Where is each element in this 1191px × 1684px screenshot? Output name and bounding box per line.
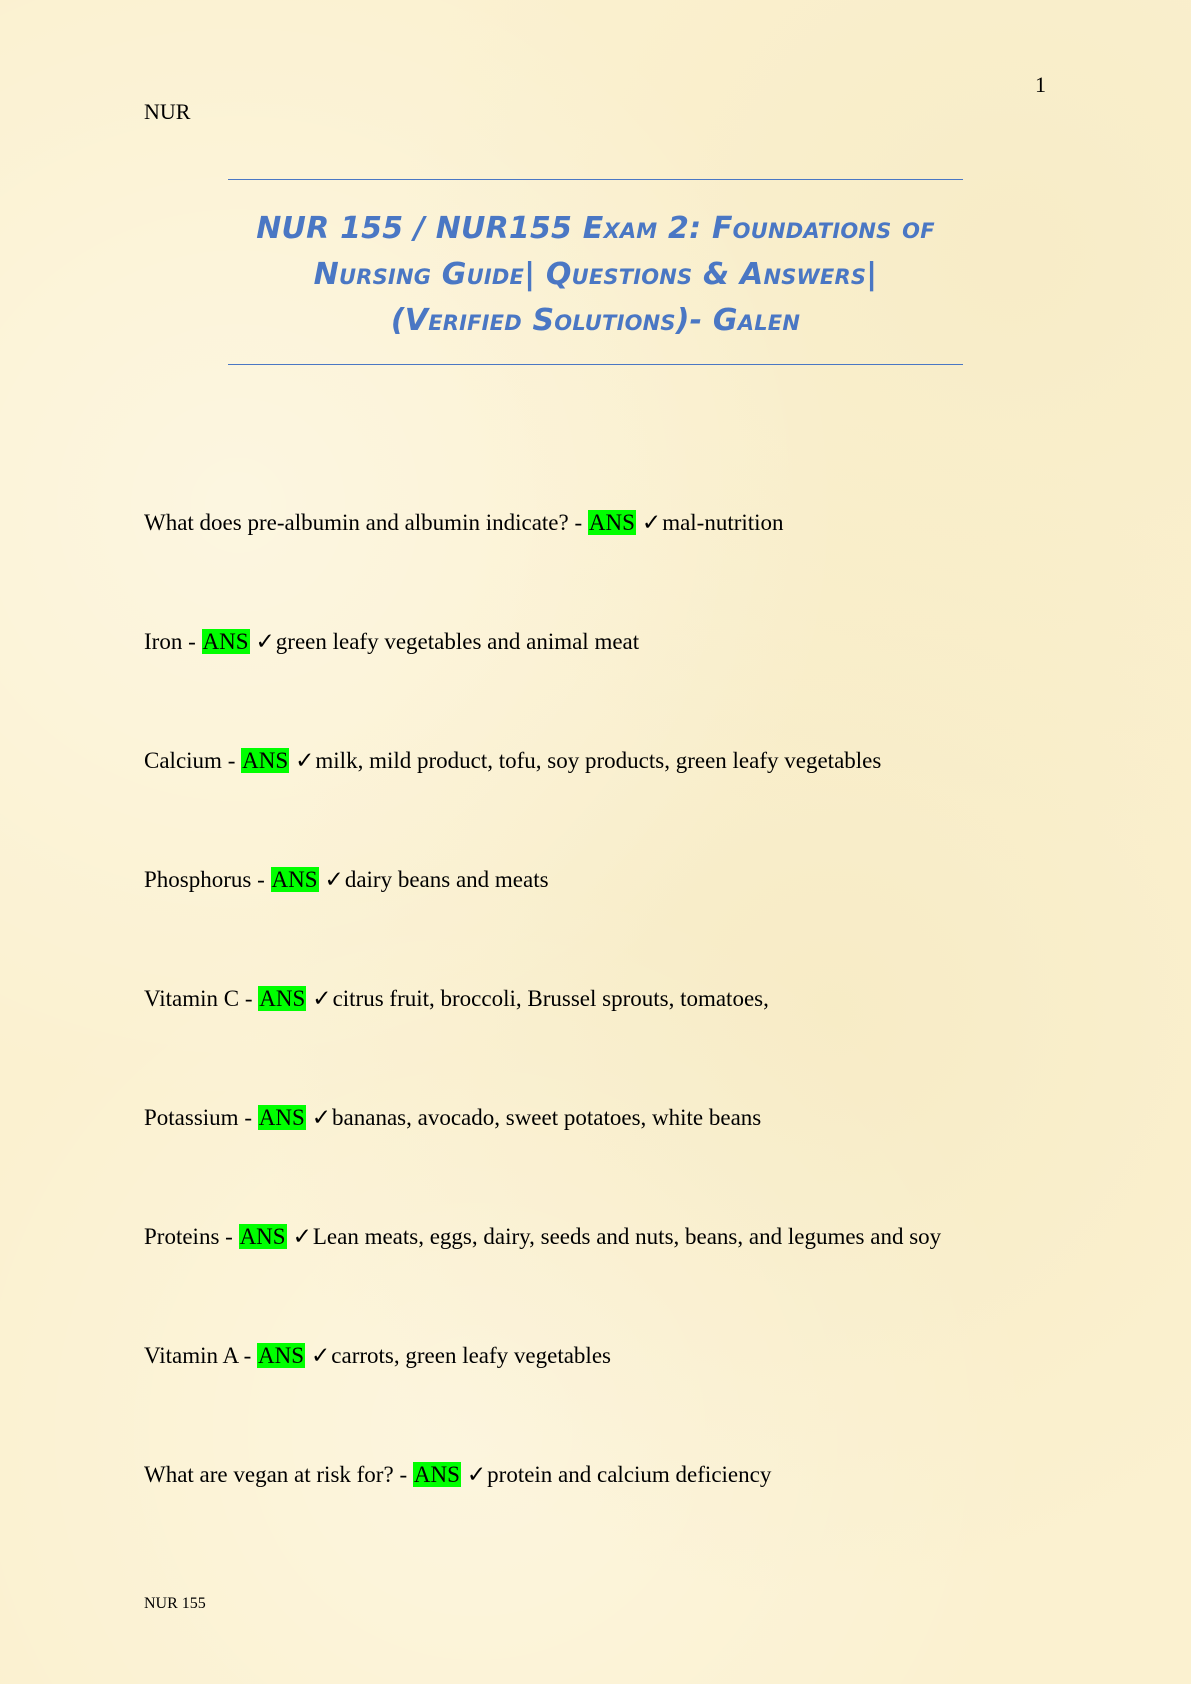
- separator: -: [237, 1343, 257, 1368]
- title-line: (Verified Solutions)- Galen: [390, 303, 801, 338]
- answer-text: green leafy vegetables and animal meat: [275, 629, 640, 654]
- separator: -: [221, 748, 242, 773]
- qa-item: [144, 1338, 1044, 1457]
- separator: -: [182, 629, 202, 654]
- ans-badge: ANS: [413, 1462, 460, 1487]
- answer-text: protein and calcium deficiency: [487, 1462, 772, 1487]
- question-text: What does pre-albumin and albumin indicate?: [144, 510, 569, 535]
- ans-badge: ANS: [588, 510, 635, 535]
- qa-item: [144, 743, 1044, 862]
- footer-text: NUR 155: [144, 1595, 206, 1612]
- check-icon: ✓: [641, 510, 662, 535]
- qa-item: [144, 862, 1044, 981]
- question-text: Calcium: [144, 748, 222, 773]
- answer-text: Lean meats, eggs, dairy, seeds and nuts, beans, and legumes and soy: [312, 1224, 942, 1249]
- ans-badge: ANS: [259, 986, 306, 1011]
- ans-badge: ANS: [242, 748, 289, 773]
- title-line: NUR 155 / NUR155 Exam 2: Foundations of: [256, 211, 935, 246]
- ans-badge: ANS: [202, 629, 249, 654]
- qa-item: [144, 1100, 1044, 1219]
- qa-item: [144, 505, 1044, 624]
- answer-text: citrus fruit, broccoli, Brussel sprouts, tomatoes,: [332, 986, 769, 1011]
- check-icon: ✓: [311, 1343, 331, 1368]
- ans-badge: ANS: [239, 1224, 286, 1249]
- check-icon: ✓: [292, 1224, 312, 1249]
- check-icon: ✓: [324, 867, 344, 892]
- answer-text: carrots, green leafy vegetables: [331, 1343, 611, 1368]
- answer-text: dairy beans and meats: [344, 867, 549, 892]
- question-text: Iron: [144, 629, 183, 654]
- question-text: Vitamin A: [144, 1343, 238, 1368]
- ans-badge: ANS: [258, 1105, 305, 1130]
- title-line: Nursing Guide| Questions & Answers|: [313, 257, 878, 292]
- page-number: 1: [1035, 72, 1046, 97]
- check-icon: ✓: [311, 1105, 332, 1130]
- separator: -: [239, 986, 259, 1011]
- separator: -: [238, 1105, 258, 1130]
- question-text: Vitamin C: [144, 986, 240, 1011]
- qa-list: [144, 505, 1044, 1576]
- qa-item: [144, 1457, 1044, 1576]
- qa-item: [144, 624, 1044, 743]
- check-icon: ✓: [255, 629, 275, 654]
- question-text: What are vegan at risk for?: [144, 1462, 394, 1487]
- answer-text: bananas, avocado, sweet potatoes, white beans: [332, 1105, 762, 1130]
- question-text: Potassium: [144, 1105, 239, 1130]
- separator: -: [568, 510, 588, 535]
- check-icon: ✓: [466, 1462, 487, 1487]
- document-title: [228, 206, 963, 344]
- question-text: Phosphorus: [144, 867, 252, 892]
- separator: -: [251, 867, 271, 892]
- check-icon: ✓: [295, 748, 315, 773]
- check-icon: ✓: [312, 986, 332, 1011]
- qa-item: [144, 1219, 1044, 1338]
- question-text: Proteins: [144, 1224, 220, 1249]
- answer-text: milk, mild product, tofu, soy products, green leafy vegetables: [315, 748, 882, 773]
- header-text: NUR: [144, 99, 191, 124]
- ans-badge: ANS: [271, 867, 318, 892]
- ans-badge: ANS: [258, 1343, 305, 1368]
- answer-text: mal-nutrition: [662, 510, 784, 535]
- separator: -: [393, 1462, 413, 1487]
- qa-item: [144, 981, 1044, 1100]
- separator: -: [219, 1224, 239, 1249]
- title-block: [228, 179, 963, 365]
